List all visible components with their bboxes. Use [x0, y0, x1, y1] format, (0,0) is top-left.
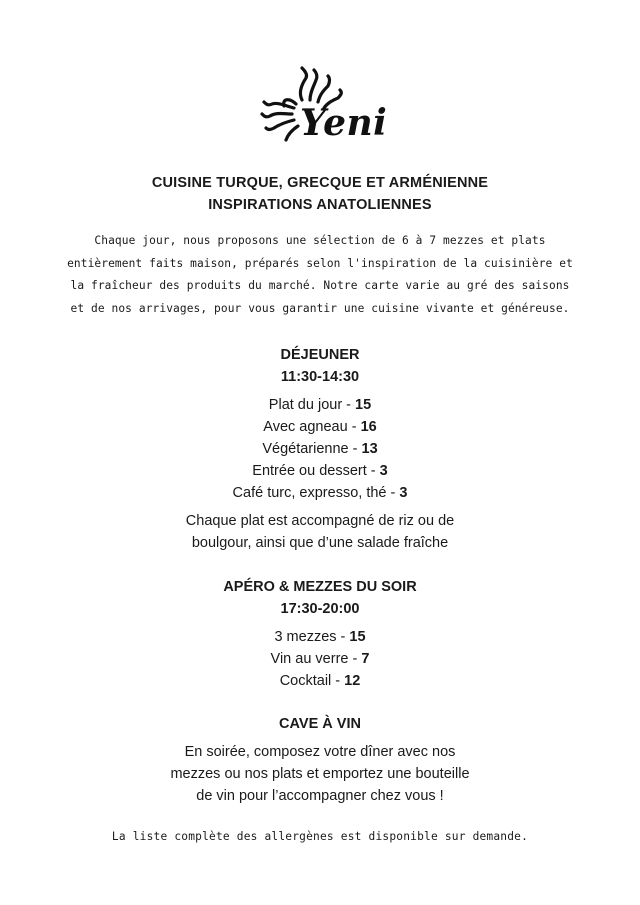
item-name: Cocktail -: [279, 673, 345, 689]
dejeuner-title: DÉJEUNER: [280, 347, 360, 363]
cave-line-3: de vin pour l’accompagner chez vous !: [196, 788, 444, 804]
sun-ray-7: [266, 120, 294, 130]
sun-ray-5: [264, 102, 294, 108]
brand-name: Yeni: [300, 102, 388, 144]
item-price: 3: [379, 463, 388, 479]
menu-item: [0, 626, 640, 648]
cave-section: [0, 713, 640, 807]
item-name: 3 mezzes -: [274, 629, 350, 645]
item-price: 3: [399, 485, 408, 501]
item-price: 7: [361, 651, 370, 667]
item-price: 15: [349, 629, 366, 645]
item-name: Végétarienne -: [262, 441, 362, 457]
item-price: 13: [361, 441, 378, 457]
menu-item: [0, 438, 640, 460]
item-name: Plat du jour -: [268, 397, 356, 413]
menu-item: [0, 648, 640, 670]
menu-item: [0, 416, 640, 438]
cave-line-1: En soirée, composez votre dîner avec nos: [184, 744, 456, 760]
dejeuner-note-line-1: Chaque plat est accompagné de riz ou de: [185, 513, 455, 529]
apero-section: [0, 576, 640, 692]
dejeuner-note-line-2: boulgour, ainsi que d’une salade fraîche: [191, 535, 449, 551]
cave-line-2: mezzes ou nos plats et emportez une bouteille: [170, 766, 470, 782]
apero-hours: 17:30-20:00: [280, 601, 360, 617]
allergen-footer: La liste complète des allergènes est disponible sur demande.: [111, 830, 529, 843]
sun-ray-3: [318, 76, 330, 102]
item-price: 16: [360, 419, 377, 435]
headline-line-2: INSPIRATIONS ANATOLIENNES: [208, 197, 432, 213]
sun-ray-8: [286, 126, 298, 140]
item-name: Café turc, expresso, thé -: [232, 485, 400, 501]
item-price: 15: [355, 397, 372, 413]
menu-item: [0, 482, 640, 504]
item-name: Avec agneau -: [263, 419, 361, 435]
menu-item: [0, 394, 640, 416]
item-price: 12: [344, 673, 361, 689]
item-name: Entrée ou dessert -: [252, 463, 380, 479]
headline: [0, 172, 640, 216]
dejeuner-section: [0, 344, 640, 554]
item-name: Vin au verre -: [270, 651, 362, 667]
intro-line: entièrement faits maison, préparés selon l'inspiration de la cuisinière et: [67, 256, 573, 270]
intro-line: la fraîcheur des produits du marché. Notre carte varie au gré des saisons: [70, 279, 570, 292]
sun-ray-1: [300, 68, 306, 100]
headline-line-1: CUISINE TURQUE, GRECQUE ET ARMÉNIENNE: [151, 175, 489, 191]
menu-item: [0, 670, 640, 692]
dejeuner-hours: 11:30-14:30: [280, 369, 360, 385]
intro-line: Chaque jour, nous proposons une sélection de 6 à 7 mezzes et plats: [94, 234, 546, 247]
sun-ray-6: [262, 114, 292, 117]
cave-title: CAVE À VIN: [279, 716, 361, 732]
intro-paragraph: [60, 230, 580, 320]
yeni-logo: [258, 64, 388, 154]
apero-title: APÉRO & MEZZES DU SOIR: [223, 579, 417, 595]
menu-item: [0, 460, 640, 482]
intro-line: et de nos arrivages, pour vous garantir une cuisine vivante et généreuse.: [70, 301, 570, 315]
sun-ray-2: [310, 70, 317, 100]
